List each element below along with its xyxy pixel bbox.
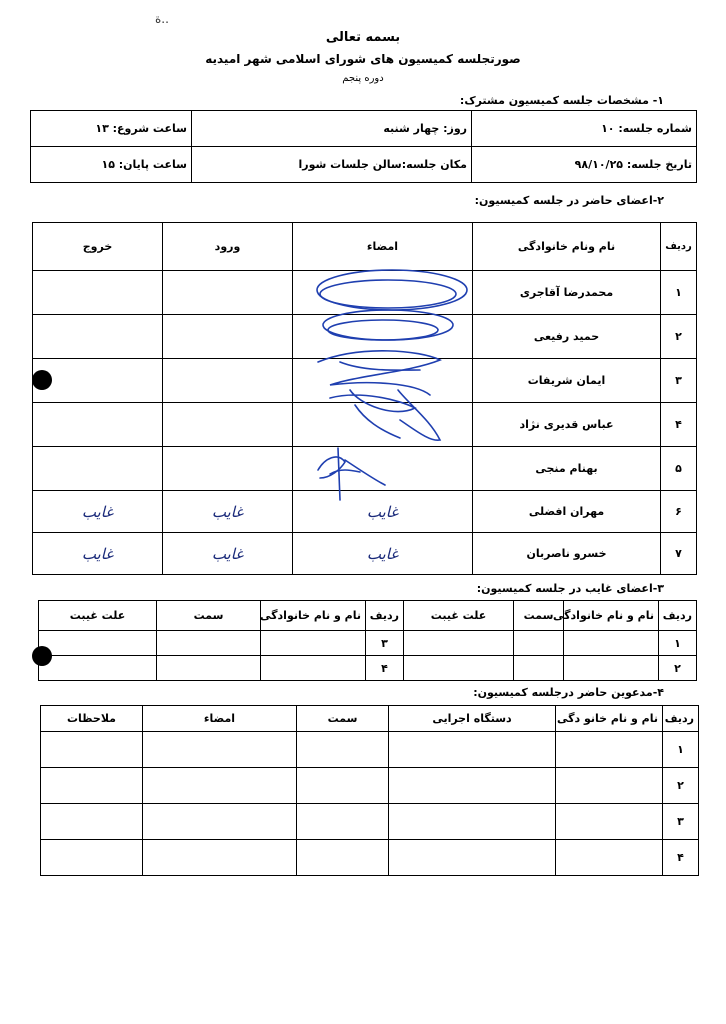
row-number: ۲ <box>659 656 697 681</box>
row-number: ۱ <box>663 732 699 768</box>
signature-cell <box>293 271 473 315</box>
exit-cell <box>33 447 163 491</box>
row-number: ۳ <box>366 631 404 656</box>
session-day: روز: چهار شنبه <box>192 111 472 147</box>
table-row <box>39 631 697 656</box>
header-exit: خروج <box>33 223 163 271</box>
row-number: ۴ <box>366 656 404 681</box>
section4-title: ۴-مدعوین حاضر درجلسه کمیسیون: <box>473 686 664 699</box>
header-row-number: ردیف <box>659 601 697 631</box>
signature-cell <box>293 315 473 359</box>
header-signature: امضاء <box>143 706 297 732</box>
absent-mark: غایب <box>293 533 473 575</box>
header-row-number: ردیف <box>663 706 699 732</box>
entry-cell <box>163 359 293 403</box>
row-number: ۴ <box>661 403 697 447</box>
member-name: خسرو ناصربان <box>473 533 661 575</box>
table-row <box>33 271 697 315</box>
punch-hole-top <box>32 370 52 390</box>
header-row-number: ردیف <box>661 223 697 271</box>
table-row <box>33 491 697 533</box>
absent-mark: غایب <box>163 491 293 533</box>
table-row <box>41 732 699 768</box>
session-place: مکان جلسه:سالن جلسات شورا <box>192 147 472 183</box>
exit-cell <box>33 315 163 359</box>
header-position: سمت <box>157 601 261 631</box>
absent-mark: غایب <box>293 491 473 533</box>
header-absence-reason: علت غیبت <box>39 601 157 631</box>
basmala: بسمه تعالی <box>325 30 401 45</box>
header-position: سمت <box>514 601 564 631</box>
punch-hole-bottom <box>32 646 52 666</box>
start-time: ساعت شروع: ۱۳ <box>31 111 192 147</box>
header-position: سمت <box>297 706 389 732</box>
table-row <box>41 768 699 804</box>
member-name: محمدرضا آقاجری <box>473 271 661 315</box>
absent-mark: غایب <box>163 533 293 575</box>
table-row <box>33 403 697 447</box>
header-row-number: ردیف <box>366 601 404 631</box>
absent-mark: غایب <box>33 533 163 575</box>
row-number: ۱ <box>659 631 697 656</box>
row-number: ۲ <box>663 768 699 804</box>
member-name: مهران افضلی <box>473 491 661 533</box>
table-row <box>33 533 697 575</box>
table-row <box>39 656 697 681</box>
entry-cell <box>163 403 293 447</box>
row-number: ۲ <box>661 315 697 359</box>
row-number: ۳ <box>661 359 697 403</box>
invitees-table <box>40 705 699 876</box>
table-row <box>33 447 697 491</box>
absent-members-table <box>38 600 697 681</box>
row-number: ۶ <box>661 491 697 533</box>
table-row <box>41 804 699 840</box>
section1-title: ۱- مشخصات جلسه کمیسیون مشترک: <box>459 94 664 107</box>
header-signature: امضاء <box>293 223 473 271</box>
row-number: ۵ <box>661 447 697 491</box>
document-title: صورتجلسه کمیسیون های شورای اسلامی شهر امیدیه <box>205 52 521 66</box>
exit-cell <box>33 359 163 403</box>
header-organization: دستگاه اجرایی <box>389 706 556 732</box>
entry-cell <box>163 271 293 315</box>
header-absence-reason: علت غیبت <box>404 601 514 631</box>
exit-cell <box>33 271 163 315</box>
table-row <box>41 840 699 876</box>
header-full-name: نام و نام خانو دگی <box>556 706 663 732</box>
table-row <box>33 315 697 359</box>
session-info-table <box>30 110 697 183</box>
period: دوره پنجم <box>342 73 384 84</box>
row-number: ۴ <box>663 840 699 876</box>
row-number: ۷ <box>661 533 697 575</box>
header-entry: ورود <box>163 223 293 271</box>
section2-title: ۲-اعضای حاضر در جلسه کمیسیون: <box>474 194 664 207</box>
session-date: تاریخ جلسه: ۹۸/۱۰/۲۵ <box>472 147 697 183</box>
signature-cell <box>293 447 473 491</box>
member-name: حمید رفیعی <box>473 315 661 359</box>
end-time: ساعت پایان: ۱۵ <box>31 147 192 183</box>
member-name: ایمان شریفات <box>473 359 661 403</box>
absent-mark: غایب <box>33 491 163 533</box>
entry-cell <box>163 447 293 491</box>
signature-cell <box>293 359 473 403</box>
row-number: ۱ <box>661 271 697 315</box>
entry-cell <box>163 315 293 359</box>
header-full-name: نام و نام خانوادگی <box>564 601 659 631</box>
section3-title: ۳-اعضای غایب در جلسه کمیسیون: <box>476 582 664 595</box>
member-name: عباس قدیری نژاد <box>473 403 661 447</box>
present-members-table <box>32 222 697 575</box>
table-row <box>33 359 697 403</box>
header-full-name: نام و نام خانوادگی <box>261 601 366 631</box>
row-number: ۳ <box>663 804 699 840</box>
session-number: شماره جلسه: ۱۰ <box>472 111 697 147</box>
member-name: بهنام منجی <box>473 447 661 491</box>
corner-mark: ة.. <box>155 12 169 26</box>
header-full-name: نام ونام خانوادگی <box>473 223 661 271</box>
exit-cell <box>33 403 163 447</box>
signature-cell <box>293 403 473 447</box>
header-notes: ملاحظات <box>41 706 143 732</box>
